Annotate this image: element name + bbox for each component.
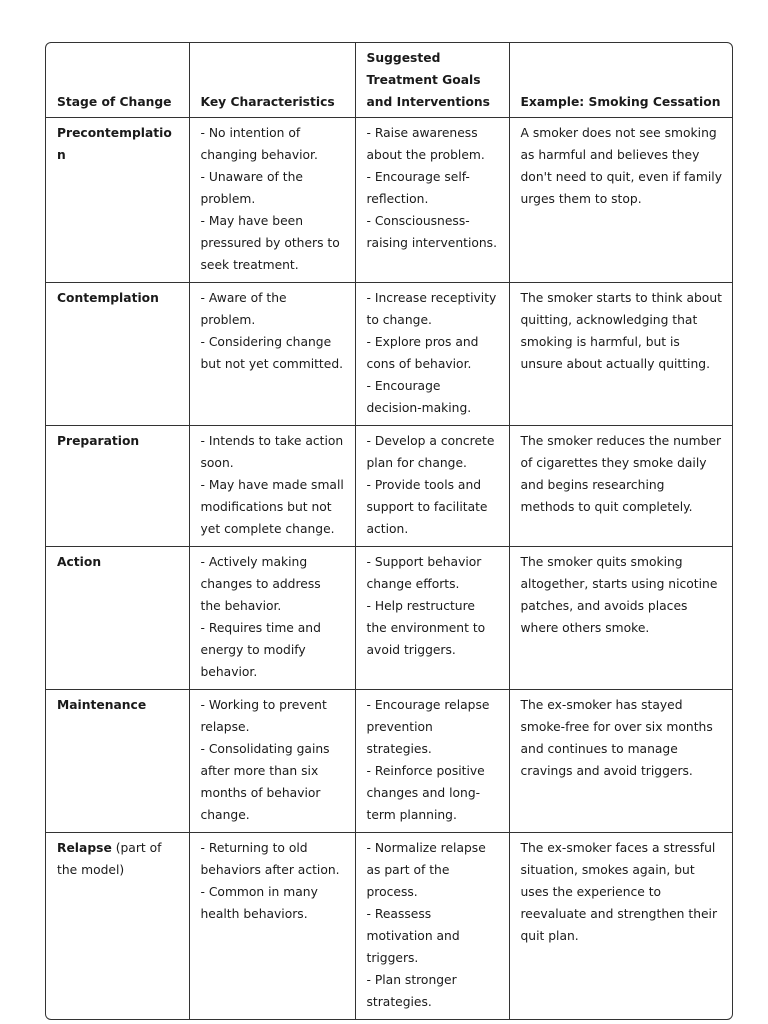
stages-of-change-table-container [45, 42, 733, 1020]
intervention-item: - Reassess motivation and triggers. [366, 907, 460, 965]
interventions-cell [355, 426, 509, 547]
example-cell: The ex-smoker faces a stressful situation, smokes again, but uses the experience to reevaluate and strengthen their quit plan. [520, 841, 718, 943]
intervention-item: - Encourage decision-making. [366, 379, 472, 415]
intervention-item: - Normalize relapse as part of the process. [366, 841, 486, 899]
stage-cell [46, 118, 189, 283]
example-cell: The smoker starts to think about quitting, acknowledging that smoking is harmful, but is unsure about actually quitting. [509, 283, 732, 426]
table-row [46, 283, 732, 426]
stage-name: Maintenance [57, 698, 147, 712]
characteristic-item: - Aware of the problem. [200, 291, 287, 327]
interventions-cell [355, 547, 509, 690]
characteristics-cell [189, 283, 355, 426]
table-row [46, 547, 732, 690]
characteristic-item: - Working to prevent relapse. [200, 698, 327, 734]
characteristic-item: - No intention of changing behavior. [200, 126, 318, 162]
intervention-item: - Provide tools and support to facilitate action. [366, 478, 488, 536]
table-row [46, 690, 732, 833]
characteristic-item: - May have been pressured by others to seek treatment. [200, 214, 340, 272]
interventions-cell [355, 118, 509, 283]
header-characteristics: Key Characteristics [189, 43, 355, 118]
table-row [46, 118, 732, 283]
header-row [46, 43, 732, 118]
characteristic-item: - Intends to take action soon. [200, 434, 344, 470]
table-row [46, 833, 732, 1020]
header-interventions: Suggested Treatment Goals and Interventions [355, 43, 509, 118]
characteristics-cell [189, 547, 355, 690]
intervention-item: - Plan stronger strategies. [366, 973, 457, 1009]
intervention-item: - Help restructure the environment to avoid triggers. [366, 599, 486, 657]
characteristic-item: - Unaware of the problem. [200, 170, 303, 206]
characteristic-item: - Common in many health behaviors. [200, 885, 318, 921]
example-cell: The smoker quits smoking altogether, starts using nicotine patches, and avoids places where others smoke. [509, 547, 732, 690]
stages-of-change-table [46, 43, 732, 1019]
example-cell: The smoker reduces the number of cigarettes they smoke daily and begins researching methods to quit completely. [509, 426, 732, 547]
stage-name: Precontemplation [57, 126, 172, 162]
characteristic-item: - Requires time and energy to modify behavior. [200, 621, 321, 679]
intervention-item: - Support behavior change efforts. [366, 555, 482, 591]
stage-cell [46, 547, 189, 690]
example-cell: A smoker does not see smoking as harmful and believes they don't need to quit, even if family urges them to stop. [509, 118, 732, 283]
intervention-item: - Reinforce positive changes and long-term planning. [366, 764, 485, 822]
stage-cell [46, 426, 189, 547]
interventions-cell [355, 690, 509, 833]
intervention-item: - Consciousness-raising interventions. [366, 214, 497, 250]
header-example: Example: Smoking Cessation [509, 43, 732, 118]
characteristic-item: - Consolidating gains after more than six months of behavior change. [200, 742, 330, 822]
characteristics-cell [189, 118, 355, 283]
stage-cell [46, 283, 189, 426]
interventions-cell [355, 833, 509, 1020]
table-row [46, 426, 732, 547]
stage-name: Action [57, 555, 102, 569]
characteristics-cell [189, 426, 355, 547]
characteristics-cell [189, 690, 355, 833]
intervention-item: - Increase receptivity to change. [366, 291, 497, 327]
stage-suffix: (part of the model) [57, 841, 162, 877]
characteristic-item: - Considering change but not yet committed. [200, 335, 344, 371]
table-header [46, 43, 732, 118]
intervention-item: - Raise awareness about the problem. [366, 126, 485, 162]
intervention-item: - Encourage relapse prevention strategies. [366, 698, 490, 756]
characteristic-item: - May have made small modifications but not yet complete change. [200, 478, 344, 536]
intervention-item: - Develop a concrete plan for change. [366, 434, 495, 470]
stage-name: Relapse [57, 841, 112, 855]
intervention-item: - Explore pros and cons of behavior. [366, 335, 479, 371]
header-stage: Stage of Change [46, 43, 189, 118]
stage-cell [46, 690, 189, 833]
interventions-cell [355, 283, 509, 426]
table-body [46, 118, 732, 1020]
stage-name: Preparation [57, 434, 140, 448]
stage-cell [46, 833, 189, 1020]
characteristic-item: - Returning to old behaviors after action. [200, 841, 340, 877]
intervention-item: - Encourage self-reflection. [366, 170, 470, 206]
characteristics-cell [189, 833, 355, 1020]
stage-name: Contemplation [57, 291, 159, 305]
example-cell: The ex-smoker has stayed smoke-free for over six months and continues to manage cravings and avoid triggers. [509, 690, 732, 833]
characteristic-item: - Actively making changes to address the behavior. [200, 555, 321, 613]
